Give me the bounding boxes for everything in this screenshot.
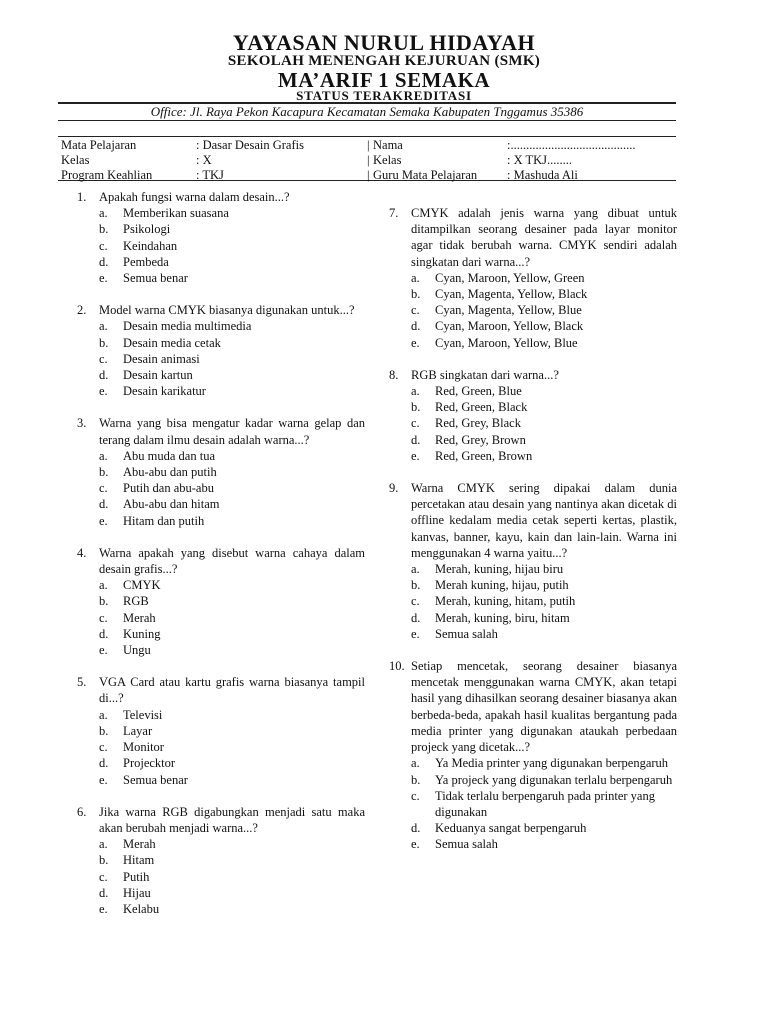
option-letter: b. [411,400,421,415]
question-text: Warna apakah yang disebut warna cahaya dalam desain grafis...? [99,545,365,577]
answer-option [411,399,677,415]
option-text: Red, Green, Black [435,400,528,415]
question-number: 6. [77,804,87,819]
option-text: Hitam [123,853,155,868]
question-item [389,658,677,852]
option-text: Cyan, Magenta, Yellow, Black [435,287,588,302]
option-letter: c. [99,740,108,755]
answer-option [99,464,365,480]
label-nama: Nama [373,138,403,152]
answer-option [99,480,365,496]
questions-right-column [389,205,677,869]
value-nama: :........................................ [507,138,636,152]
answer-option [99,626,365,642]
question-number: 9. [389,481,399,496]
answer-option [411,270,677,286]
option-letter: e. [99,643,108,658]
question-text: RGB singkatan dari warna...? [411,367,559,382]
question-number: 4. [77,545,87,560]
answer-option [99,238,365,254]
info-right-values [507,138,635,183]
option-text: RGB [123,594,149,609]
option-letter: b. [99,465,109,480]
option-text: Semua salah [435,837,498,852]
option-text: Merah kuning, hijau, putih [435,578,569,593]
value-program-keahlian: : TKJ [196,168,224,182]
option-text: Cyan, Maroon, Yellow, Green [435,270,585,285]
question-number: 7. [389,206,399,220]
info-right-labels [373,138,477,183]
option-letter: a. [411,562,420,577]
option-text: Cyan, Magenta, Yellow, Blue [435,303,582,318]
option-letter: e. [99,513,108,528]
option-text: Hijau [123,885,151,900]
option-text: Desain karikatur [123,384,206,399]
answer-option [99,270,365,286]
option-letter: a. [99,707,108,722]
option-letter: d. [99,756,109,771]
answer-option [99,901,365,917]
option-letter: e. [411,335,420,350]
option-letter: c. [411,416,420,431]
option-text: CMYK [123,578,161,593]
question-number: 2. [77,303,87,318]
option-letter: e. [99,384,108,399]
option-letter: e. [99,901,108,916]
school-name: MA’ARIF 1 SEMAKA [277,68,491,92]
answer-option [99,351,365,367]
answer-option [99,739,365,755]
question-item [389,480,677,642]
label-kelas: Kelas [61,153,90,167]
answer-option [99,642,365,658]
option-text: Layar [123,723,153,738]
answer-option [411,836,677,852]
question-number: 10. [389,659,405,674]
question-text: Warna yang bisa mengatur kadar warna gelap dan terang dalam ilmu desain adalah warna...? [99,416,365,447]
answer-option [411,318,677,334]
option-letter: c. [99,238,108,253]
foundation-name: YAYASAN NURUL HIDAYAH [232,30,536,55]
option-letter: a. [99,837,108,852]
answer-option [99,496,365,512]
option-text: Ya Media printer yang digunakan berpengaruh [435,756,669,771]
option-text: Hitam dan putih [123,513,205,528]
answer-option [99,707,365,723]
answer-option [411,286,677,302]
option-letter: c. [99,610,108,625]
option-text: Semua benar [123,271,188,286]
answer-option [99,383,365,399]
option-text: Desain kartun [123,368,193,383]
option-letter: a. [411,270,420,285]
answer-option [411,335,677,351]
accreditation-status: STATUS TERAKREDITASI [296,88,472,103]
option-letter: e. [411,626,420,641]
option-letter: a. [411,384,420,399]
value-mata-pelajaran: : Dasar Desain Grafis [196,138,304,152]
value-guru: : Mashuda Ali [507,168,578,182]
value-kelas-siswa: : X TKJ........ [507,153,573,167]
option-letter: a. [411,756,420,771]
option-text: Semua salah [435,626,498,641]
option-text: Semua benar [123,772,188,787]
question-number: 3. [77,416,87,431]
answer-option [99,254,365,270]
answer-option [411,383,677,399]
label-guru: Guru Mata Pelajaran [373,168,478,182]
answer-option [411,432,677,448]
option-letter: e. [99,772,108,787]
answer-option [99,869,365,885]
answer-option [99,577,365,593]
option-text: Projecktor [123,756,176,771]
option-text: Merah [123,837,156,852]
answer-option [411,626,677,642]
question-text: Jika warna RGB digabungkan menjadi satu maka akan berubah menjadi warna...? [99,804,365,835]
label-kelas-siswa: Kelas [373,153,402,167]
option-letter: b. [99,335,109,350]
answer-option [99,318,365,334]
value-kelas: : X [196,153,212,167]
option-letter: b. [411,578,421,593]
question-text: Setiap mencetak, seorang desainer biasanya mencetak menggunakan warna CMYK, akan tetapi hasil yang dihasilkan seorang desainer biasanya akan berbeda-beda, apakah hasil kualitas bergantung pada media printer yang digunakan ataukah perbedaan projeck yang dicetak...? [411,659,677,755]
answer-option [99,755,365,771]
answer-option [99,836,365,852]
option-letter: d. [99,885,109,900]
label-program-keahlian: Program Keahlian [61,168,153,182]
info-left-labels [61,138,152,183]
label-mata-pelajaran: Mata Pelajaran [61,138,137,152]
option-text: Merah, kuning, hijau biru [435,562,564,577]
option-letter: b. [99,222,109,237]
option-text: Abu-abu dan putih [123,465,217,480]
option-text: Red, Green, Blue [435,384,522,399]
answer-option [411,577,677,593]
option-text: Memberikan suasana [123,206,229,221]
option-letter: c. [99,481,108,496]
option-letter: d. [411,821,421,836]
info-separator: | | | [367,138,370,182]
answer-option [99,885,365,901]
option-text: Keduanya sangat berpengaruh [435,821,587,836]
option-letter: b. [411,772,421,787]
option-letter: b. [99,853,109,868]
option-text: Kelabu [123,901,160,916]
option-letter: c. [99,869,108,884]
option-letter: d. [411,610,421,625]
option-text: Ya projeck yang digunakan terlalu berpengaruh [435,772,673,787]
answer-option [411,593,677,609]
option-letter: e. [411,837,420,852]
answer-option [411,302,677,318]
answer-option [99,772,365,788]
option-text: Monitor [123,740,164,755]
option-letter: e. [411,448,420,463]
question-number: 5. [77,675,87,690]
option-letter: c. [99,351,108,366]
question-text: Model warna CMYK biasanya digunakan untuk...? [99,303,355,318]
question-item [389,205,677,351]
option-letter: a. [99,206,108,221]
option-text: Ungu [123,643,151,658]
option-text: Desain media cetak [123,335,221,350]
answer-option [411,820,677,836]
option-letter: d. [99,626,109,641]
option-text: Putih [123,869,150,884]
question-item [77,415,365,528]
option-letter: e. [99,271,108,286]
option-text: Abu muda dan tua [123,448,215,463]
question-text: VGA Card atau kartu grafis warna biasanya tampil di...? [99,675,365,706]
answer-option [99,205,365,221]
answer-option [411,755,677,771]
option-letter: d. [99,497,109,512]
answer-option [99,852,365,868]
option-text: Merah [123,610,156,625]
option-text: Keindahan [123,238,178,253]
answer-option [99,723,365,739]
option-text: Pembeda [123,254,169,269]
school-type: SEKOLAH MENENGAH KEJURUAN (SMK) [227,53,541,69]
question-number: 1. [77,190,87,204]
office-address: Office: Jl. Raya Pekon Kacapura Kecamatan Semaka Kabupaten Tnggamus 35386 [58,102,676,121]
option-text: Cyan, Maroon, Yellow, Black [435,319,584,334]
option-letter: a. [99,319,108,334]
option-text: Abu-abu dan hitam [123,497,220,512]
answer-option [411,561,677,577]
question-item [77,804,365,917]
info-top-rule [58,136,676,137]
answer-option [99,610,365,626]
question-number: 8. [389,367,399,382]
option-text: Putih dan abu-abu [123,481,214,496]
question-text: CMYK adalah jenis warna yang dibuat untuk ditampilkan seorang desainer pada layar monitor agar tidak berubah warna. CMYK sendiri adalah singkatan dari warna...? [411,206,677,269]
option-letter: a. [99,578,108,593]
option-text: Red, Grey, Brown [435,432,526,447]
question-text: Apakah fungsi warna dalam desain...? [99,190,290,204]
option-letter: a. [99,448,108,463]
answer-option [99,513,365,529]
option-text: Cyan, Maroon, Yellow, Blue [435,335,578,350]
option-letter: b. [99,723,109,738]
option-text: Merah, kuning, hitam, putih [435,594,576,609]
option-text: Desain media multimedia [123,319,252,334]
option-text: Merah, kuning, biru, hitam [435,610,570,625]
option-letter: c. [411,303,420,318]
option-letter: c. [411,788,420,803]
answer-option [411,448,677,464]
option-text: Kuning [123,626,161,641]
question-item [77,189,365,286]
question-item [77,545,365,658]
answer-option [411,772,677,788]
answer-option [99,448,365,464]
answer-option [99,593,365,609]
option-letter: b. [99,594,109,609]
answer-option [411,610,677,626]
option-letter: d. [99,368,109,383]
question-item [77,674,365,787]
answer-option [99,221,365,237]
question-text: Warna CMYK sering dipakai dalam dunia percetakan atau desain yang nantinya akan dicetak di offline kedalam media cetak seperti kertas, plastik, kanvas, banner, kayu, kain dan lain-lain. Warna ini menggunakan 4 warna yaitu...? [411,481,677,560]
option-text: Tidak terlalu berpengaruh pada printer yang digunakan [435,788,655,819]
option-letter: b. [411,287,421,302]
questions-left-column [77,189,365,933]
option-letter: c. [411,594,420,609]
option-text: Red, Green, Brown [435,448,533,463]
question-item [389,367,677,464]
option-text: Red, Grey, Black [435,416,521,431]
answer-option [99,335,365,351]
option-text: Desain animasi [123,351,200,366]
answer-option [411,788,677,820]
answer-option [411,415,677,431]
option-letter: d. [99,254,109,269]
option-text: Psikologi [123,222,171,237]
question-item [77,302,365,399]
option-text: Televisi [123,707,163,722]
answer-option [99,367,365,383]
info-left-values [196,138,304,183]
option-letter: d. [411,432,421,447]
option-letter: d. [411,319,421,334]
